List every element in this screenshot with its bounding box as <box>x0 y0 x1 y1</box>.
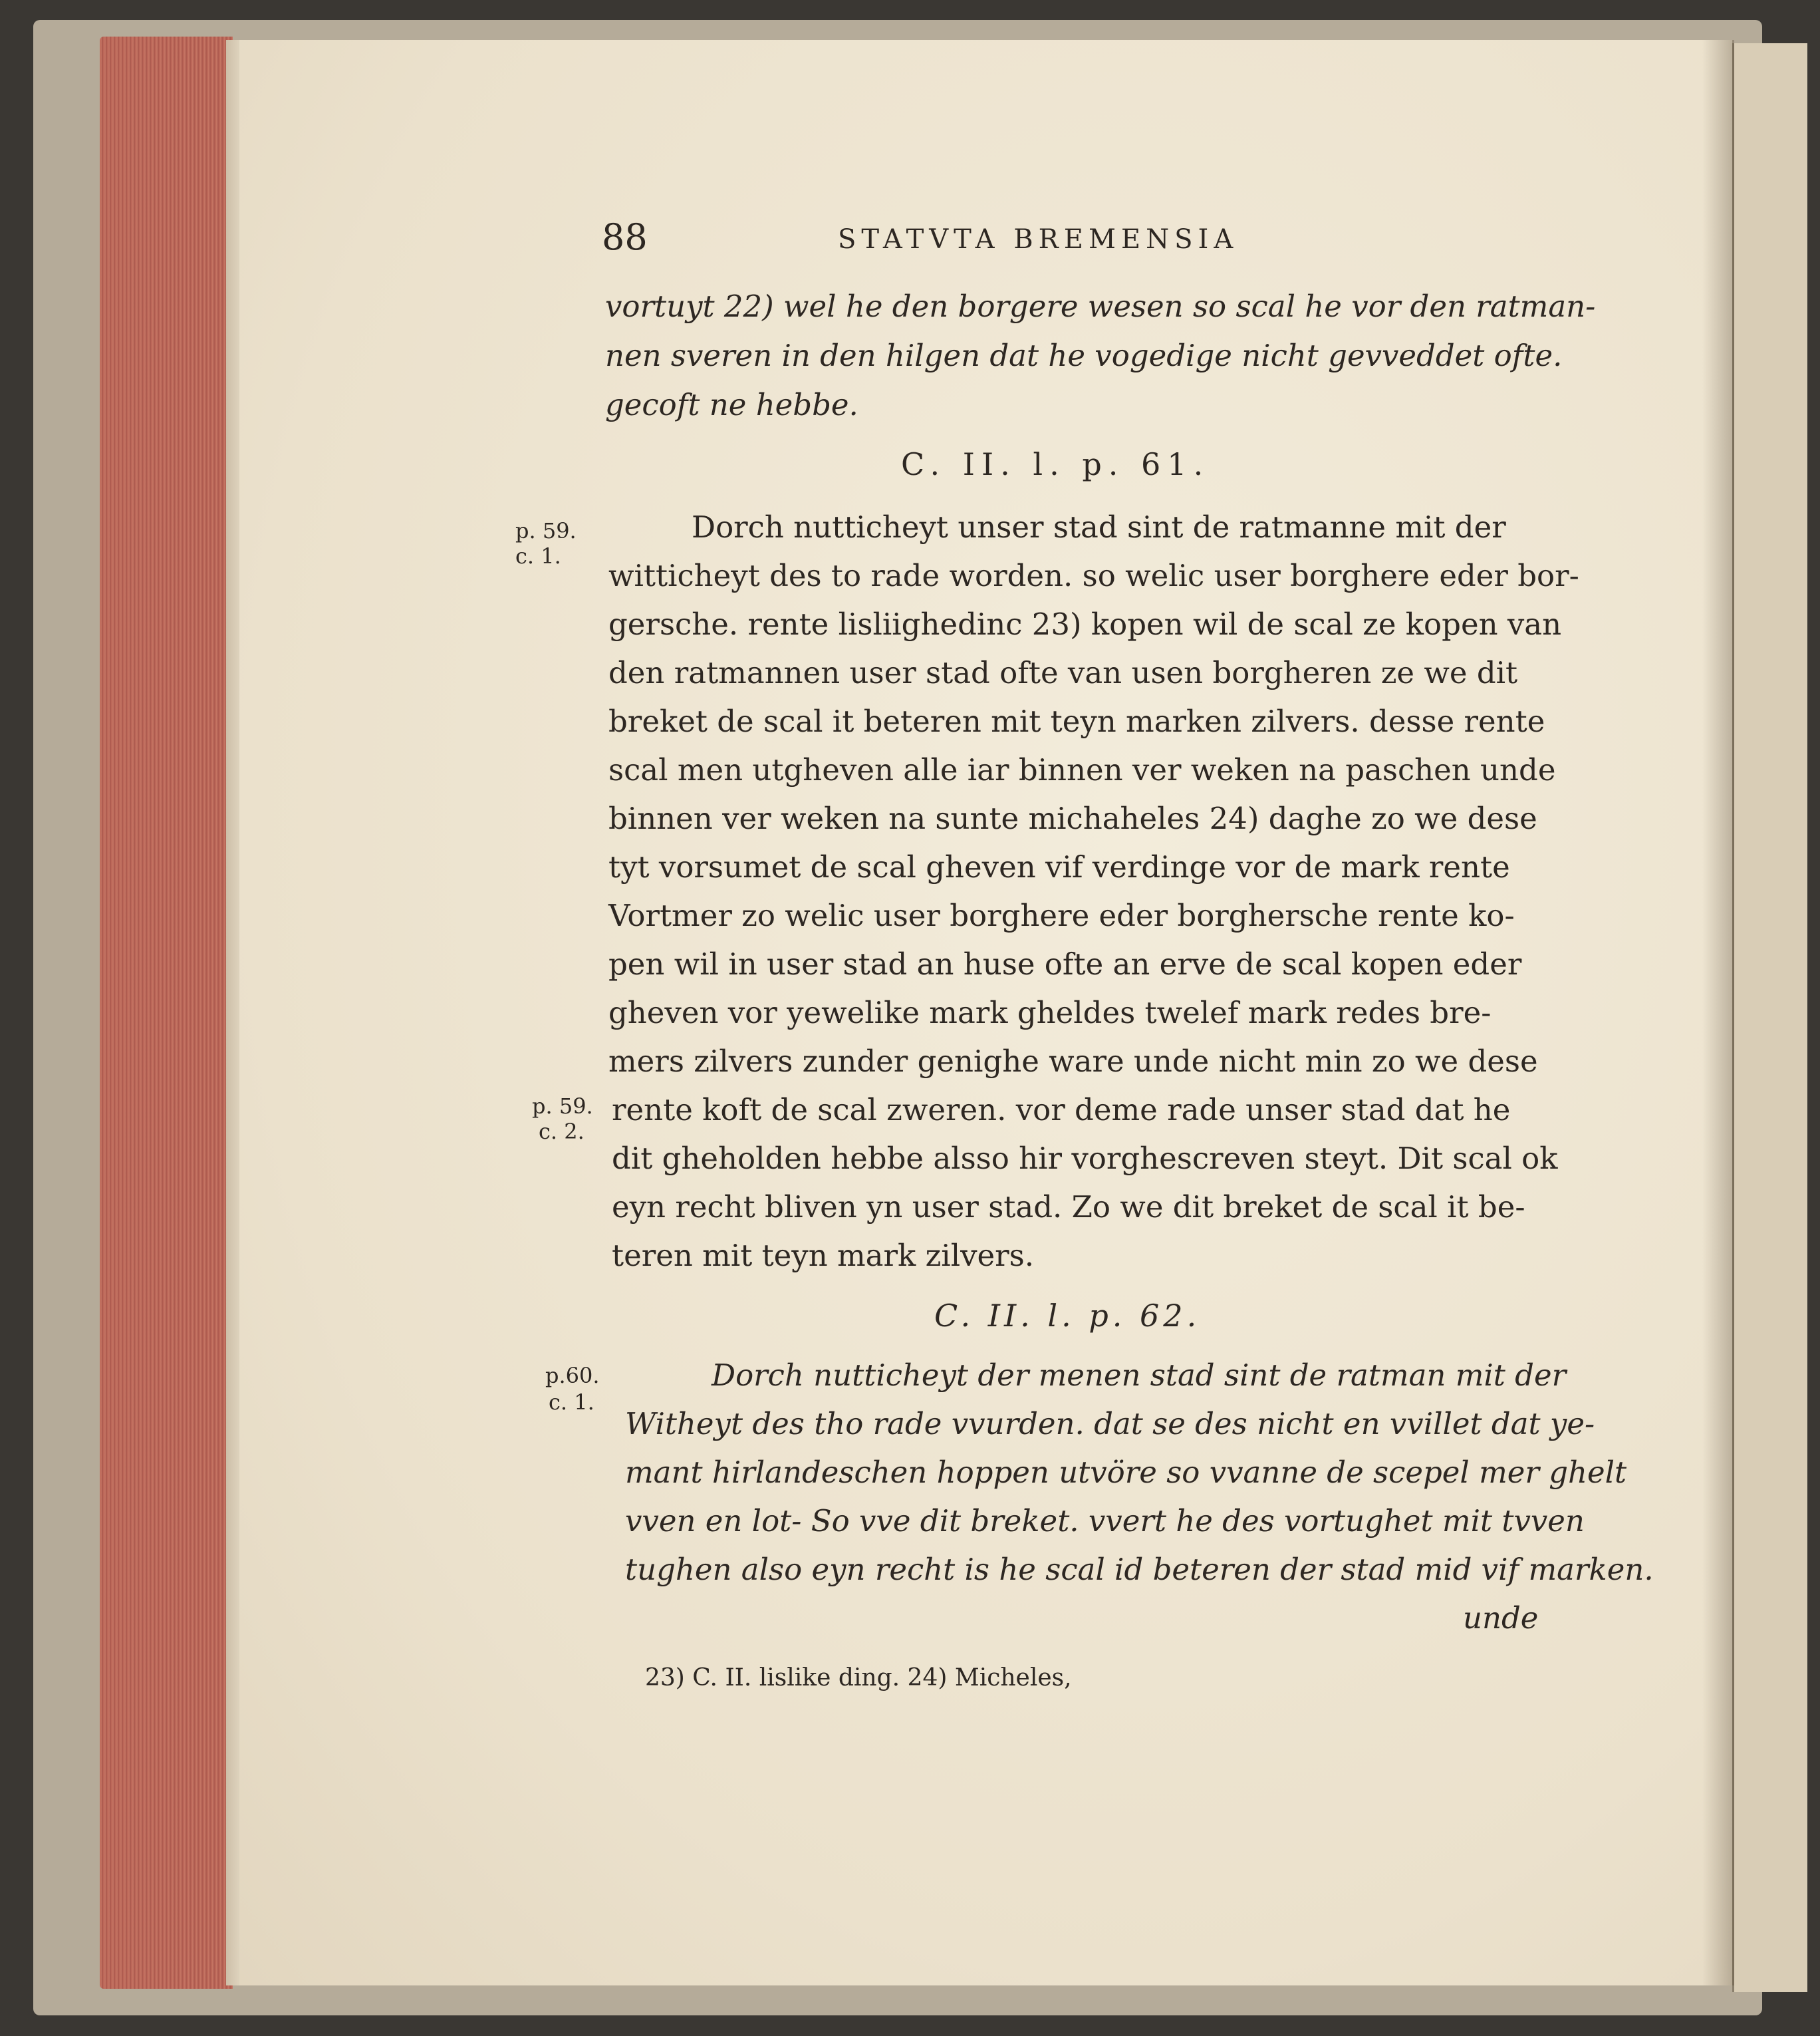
top-line-2: nen sveren in den hilgen dat he vogedige nicht gevveddet ofte. <box>605 338 1563 373</box>
s1-line-7: binnen ver weken na sunte michaheles 24) daghe zo we dese <box>608 801 1537 836</box>
s1-line-4: den ratmannen user stad ofte van usen borgheren ze we dit <box>608 655 1518 690</box>
s2-line-3: mant hirlandeschen hoppen utvöre so vvanne de scepel mer ghelt <box>625 1455 1627 1490</box>
footnotes: 23) C. II. lislike ding. 24) Micheles, <box>645 1664 1072 1691</box>
s1-line-15: eyn recht bliven yn user stad. Zo we dit breket de scal it be- <box>612 1189 1525 1225</box>
page-edges <box>100 37 233 1989</box>
margin-note-p59-c1-a: p. 59. <box>515 518 577 543</box>
s1-line-5: breket de scal it beteren mit teyn marken zilvers. desse rente <box>608 704 1545 739</box>
facing-page-edge <box>1732 43 1807 1992</box>
s2-line-1: Dorch nutticheyt der menen stad sint de ratman mit der <box>712 1358 1567 1393</box>
s1-line-8: tyt vorsumet de scal gheven vif verdinge vor de mark rente <box>608 849 1510 885</box>
s1-line-10: pen wil in user stad an huse ofte an erve de scal kopen eder <box>608 946 1522 982</box>
catchword: unde <box>1463 1600 1539 1636</box>
s1-line-9: Vortmer zo welic user borghere eder borghersche rente ko- <box>608 898 1515 933</box>
margin-note-p59-c2-a: p. 59. <box>532 1093 593 1119</box>
margin-note-p59-c1-b: c. 1. <box>515 543 561 569</box>
s2-line-2: Witheyt des tho rade vvurden. dat se des nicht en vvillet dat ye- <box>625 1406 1595 1441</box>
page-number: 88 <box>602 216 648 258</box>
s2-line-5: tughen also eyn recht is he scal id beteren der stad mid vif marken. <box>625 1552 1654 1587</box>
s1-line-6: scal men utgheven alle iar binnen ver weken na paschen unde <box>608 752 1556 788</box>
s1-line-11: gheven vor yewelike mark gheldes twelef mark redes bre- <box>608 995 1492 1030</box>
margin-note-p60-c1-b: c. 1. <box>549 1389 594 1415</box>
book-page <box>239 40 1732 1985</box>
s1-line-1: Dorch nutticheyt unser stad sint de ratmanne mit der <box>692 509 1506 545</box>
s1-line-3: gersche. rente lisliighedinc 23) kopen wil de scal ze kopen van <box>608 607 1562 642</box>
s1-line-13: rente koft de scal zweren. vor deme rade unser stad dat he <box>612 1092 1511 1127</box>
margin-note-p60-c1-a: p.60. <box>545 1363 600 1388</box>
s1-line-2: witticheyt des to rade worden. so welic user borghere eder bor- <box>608 558 1579 593</box>
s1-line-12: mers zilvers zunder genighe ware unde nicht min zo we dese <box>608 1044 1538 1079</box>
spine-shadow <box>1702 40 1734 1985</box>
section-heading-2: C. II. l. p. 62. <box>934 1298 1201 1334</box>
s1-line-14: dit gheholden hebbe alsso hir vorghescreven steyt. Dit scal ok <box>612 1141 1558 1176</box>
s2-line-4: vven en lot- So vve dit breket. vvert he des vortughet mit tvven <box>625 1503 1585 1538</box>
section-heading-1: C. II. l. p. 61. <box>901 446 1210 482</box>
running-title: STATVTA BREMENSIA <box>838 224 1239 255</box>
top-line-3: gecoft ne hebbe. <box>605 387 858 422</box>
s1-line-16: teren mit teyn mark zilvers. <box>612 1238 1035 1273</box>
margin-note-p59-c2-b: c. 2. <box>539 1119 585 1144</box>
top-line-1: vortuyt 22) wel he den borgere wesen so scal he vor den ratman- <box>605 289 1596 324</box>
